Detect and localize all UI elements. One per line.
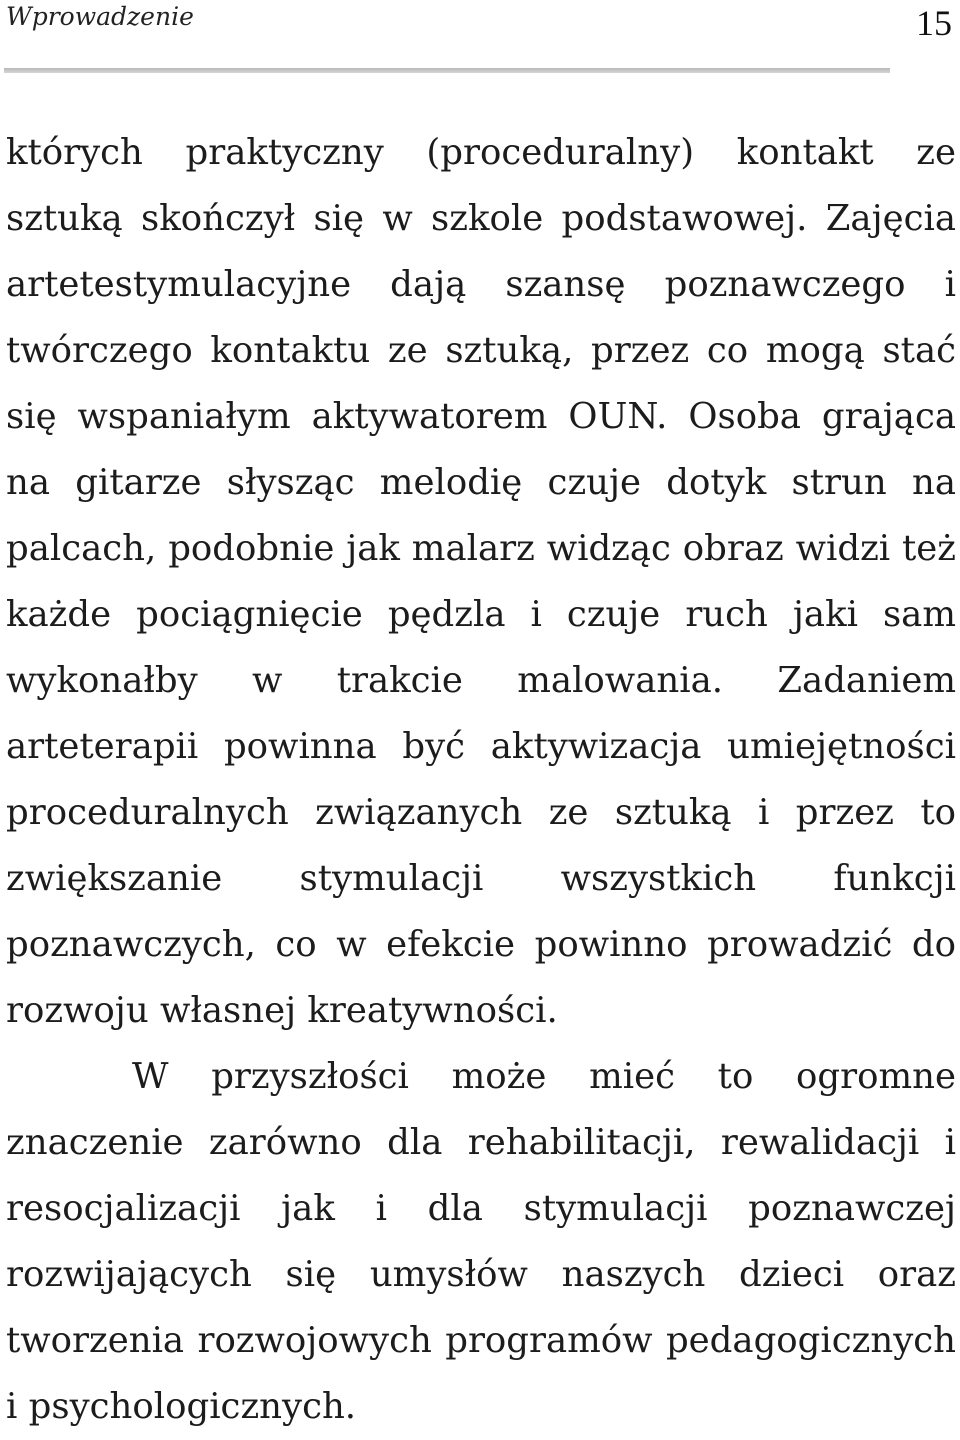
- paragraph-1: których praktyczny (proceduralny) kontakt ze sztuką skończył się w szkole podstawowej. Zajęcia artetestymulacyjne dają szansę poznawczego i twórczego kontaktu ze sztuką, przez co mogą stać się wspaniałym aktywatorem OUN. Osoba grająca na gitarze słysząc melodię czuje dotyk strun na palcach, podobnie jak malarz widząc obraz widzi też każde pociągnięcie pędzla i czuje ruch jaki sam wykonałby w trakcie malowania. Zadaniem arteterapii powinna być aktywizacja umiejętności proceduralnych związanych ze sztuką i przez to zwiększanie stymulacji wszystkich funkcji poznawczych, co w efekcie powinno prowadzić do rozwoju własnej kreatywności.: [6, 132, 956, 1031]
- body-text: [6, 120, 956, 1440]
- page-header: [0, 0, 960, 80]
- running-title: Wprowadzenie: [6, 2, 194, 31]
- page-number: 15: [916, 3, 952, 43]
- paragraph-2: W przyszłości może mieć to ogromne znaczenie zarówno dla rehabilitacji, rewalidacji i resocjalizacji jak i dla stymulacji poznawczej rozwijających się umysłów naszych dzieci oraz tworzenia rozwojowych programów pedagogicznych i psychologicznych.: [6, 1056, 956, 1427]
- header-divider: [4, 68, 890, 73]
